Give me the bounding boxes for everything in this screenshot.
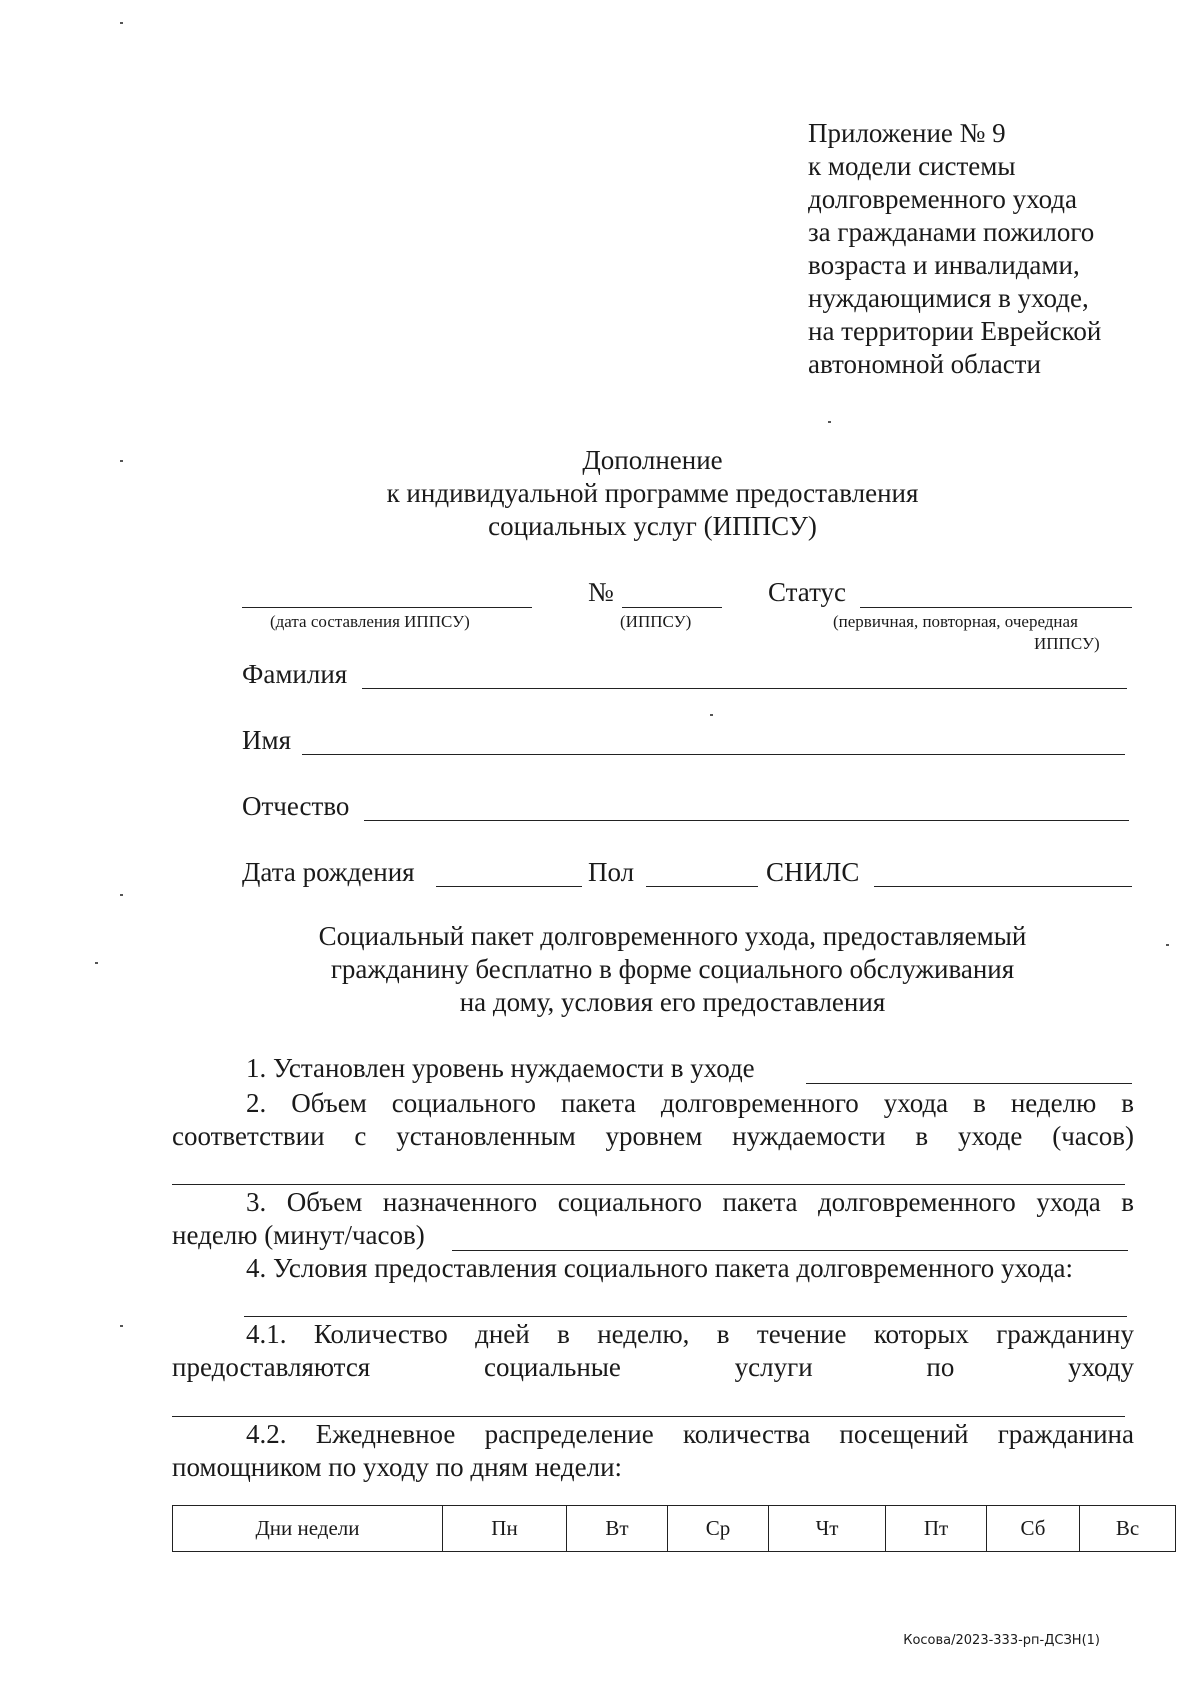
- scan-speck: [120, 894, 123, 896]
- item-4-text: 4. Условия предоставления социального пакета долговременного ухода:: [246, 1253, 1073, 1283]
- item-4-1-line-1: 4.1. Количество дней в неделю, в течение которых гражданину: [246, 1319, 1134, 1349]
- item-1-text: 1. Установлен уровень нуждаемости в уходе: [246, 1053, 755, 1083]
- scan-speck: [95, 962, 98, 964]
- day-cell-fri: Пт: [886, 1506, 987, 1552]
- day-cell-sun: Вс: [1080, 1506, 1176, 1552]
- appendix-line: за гражданами пожилого: [808, 217, 1095, 247]
- item-4-2-line-1: 4.2. Ежедневное распределение количества посещений гражданина: [246, 1419, 1134, 1449]
- section-line: на дому, условия его предоставления: [459, 987, 886, 1017]
- scan-speck: [828, 421, 831, 423]
- package-volume-field[interactable]: [172, 1184, 1125, 1185]
- appendix-line: автономной области: [808, 349, 1041, 379]
- appendix-line: на территории Еврейской: [808, 316, 1102, 346]
- item-3-line-1: 3. Объем назначенного социального пакета долговременного ухода в: [246, 1187, 1134, 1217]
- section-heading: [0, 920, 1200, 1019]
- days-count-field[interactable]: [172, 1416, 1125, 1417]
- number-hint: (ИППСУ): [620, 612, 692, 631]
- document-title: [0, 444, 1200, 543]
- scan-speck: [120, 1325, 123, 1327]
- conditions-field[interactable]: [244, 1316, 1127, 1317]
- title-line: социальных услуг (ИППСУ): [488, 511, 817, 541]
- surname-label: Фамилия: [242, 659, 348, 689]
- title-line: Дополнение: [582, 445, 723, 475]
- date-hint: (дата составления ИППСУ): [270, 612, 470, 631]
- day-cell-thu: Чт: [769, 1506, 886, 1552]
- day-cell-mon: Пн: [443, 1506, 567, 1552]
- day-cell-tue: Вт: [567, 1506, 668, 1552]
- snils-label: СНИЛС: [766, 857, 860, 887]
- document-code: Косова/2023-333-рп-ДСЗН(1): [903, 1633, 1100, 1648]
- title-line: к индивидуальной программе предоставления: [386, 478, 919, 508]
- status-field[interactable]: [860, 607, 1132, 608]
- day-cell-wed: Ср: [668, 1506, 769, 1552]
- number-label: №: [588, 577, 614, 607]
- appendix-line: долговременного ухода: [808, 184, 1078, 214]
- snils-field[interactable]: [874, 886, 1132, 887]
- section-line: Социальный пакет долговременного ухода, предоставляемый: [318, 921, 1027, 951]
- birthdate-field[interactable]: [436, 886, 582, 887]
- need-level-field[interactable]: [806, 1083, 1132, 1084]
- status-hint: (первичная, повторная, очередная: [833, 612, 1078, 631]
- item-4-1-line-2: предоставляются социальные услуги по уходу: [172, 1352, 1134, 1382]
- days-header-cell: Дни недели: [173, 1506, 443, 1552]
- item-2-line-1: 2. Объем социального пакета долговременного ухода в неделю в: [246, 1088, 1134, 1118]
- scan-speck: [710, 714, 713, 716]
- status-label: Статус: [768, 577, 846, 607]
- item-3-line-2: неделю (минут/часов): [172, 1220, 425, 1250]
- appendix-line: Приложение № 9: [808, 118, 1006, 148]
- status-hint-cont: ИППСУ): [1034, 634, 1100, 653]
- scan-speck: [1166, 944, 1169, 946]
- section-line: гражданину бесплатно в форме социального обслуживания: [330, 954, 1015, 984]
- appendix-line: к модели системы: [808, 151, 1016, 181]
- item-2-line-2: соответствии с установленным уровнем нуждаемости в уходе (часов): [172, 1121, 1134, 1151]
- table-row: [173, 1506, 1176, 1552]
- patronymic-label: Отчество: [242, 791, 350, 821]
- name-label: Имя: [242, 725, 292, 755]
- birthdate-label: Дата рождения: [242, 857, 415, 887]
- sex-label: Пол: [588, 857, 635, 887]
- surname-field[interactable]: [362, 688, 1127, 689]
- appendix-line: возраста и инвалидами,: [808, 250, 1080, 280]
- appendix-line: нуждающимися в уходе,: [808, 283, 1089, 313]
- date-field[interactable]: [242, 607, 532, 608]
- days-table: [172, 1505, 1176, 1552]
- patronymic-field[interactable]: [364, 820, 1129, 821]
- appendix-block: [808, 117, 1148, 381]
- item-4-2-line-2: помощником по уходу по дням недели:: [172, 1452, 623, 1482]
- day-cell-sat: Сб: [987, 1506, 1080, 1552]
- scan-speck: [120, 22, 123, 24]
- name-field[interactable]: [302, 754, 1125, 755]
- sex-field[interactable]: [646, 886, 758, 887]
- scan-speck: [120, 460, 123, 462]
- number-field[interactable]: [622, 607, 722, 608]
- assigned-volume-field[interactable]: [452, 1250, 1128, 1251]
